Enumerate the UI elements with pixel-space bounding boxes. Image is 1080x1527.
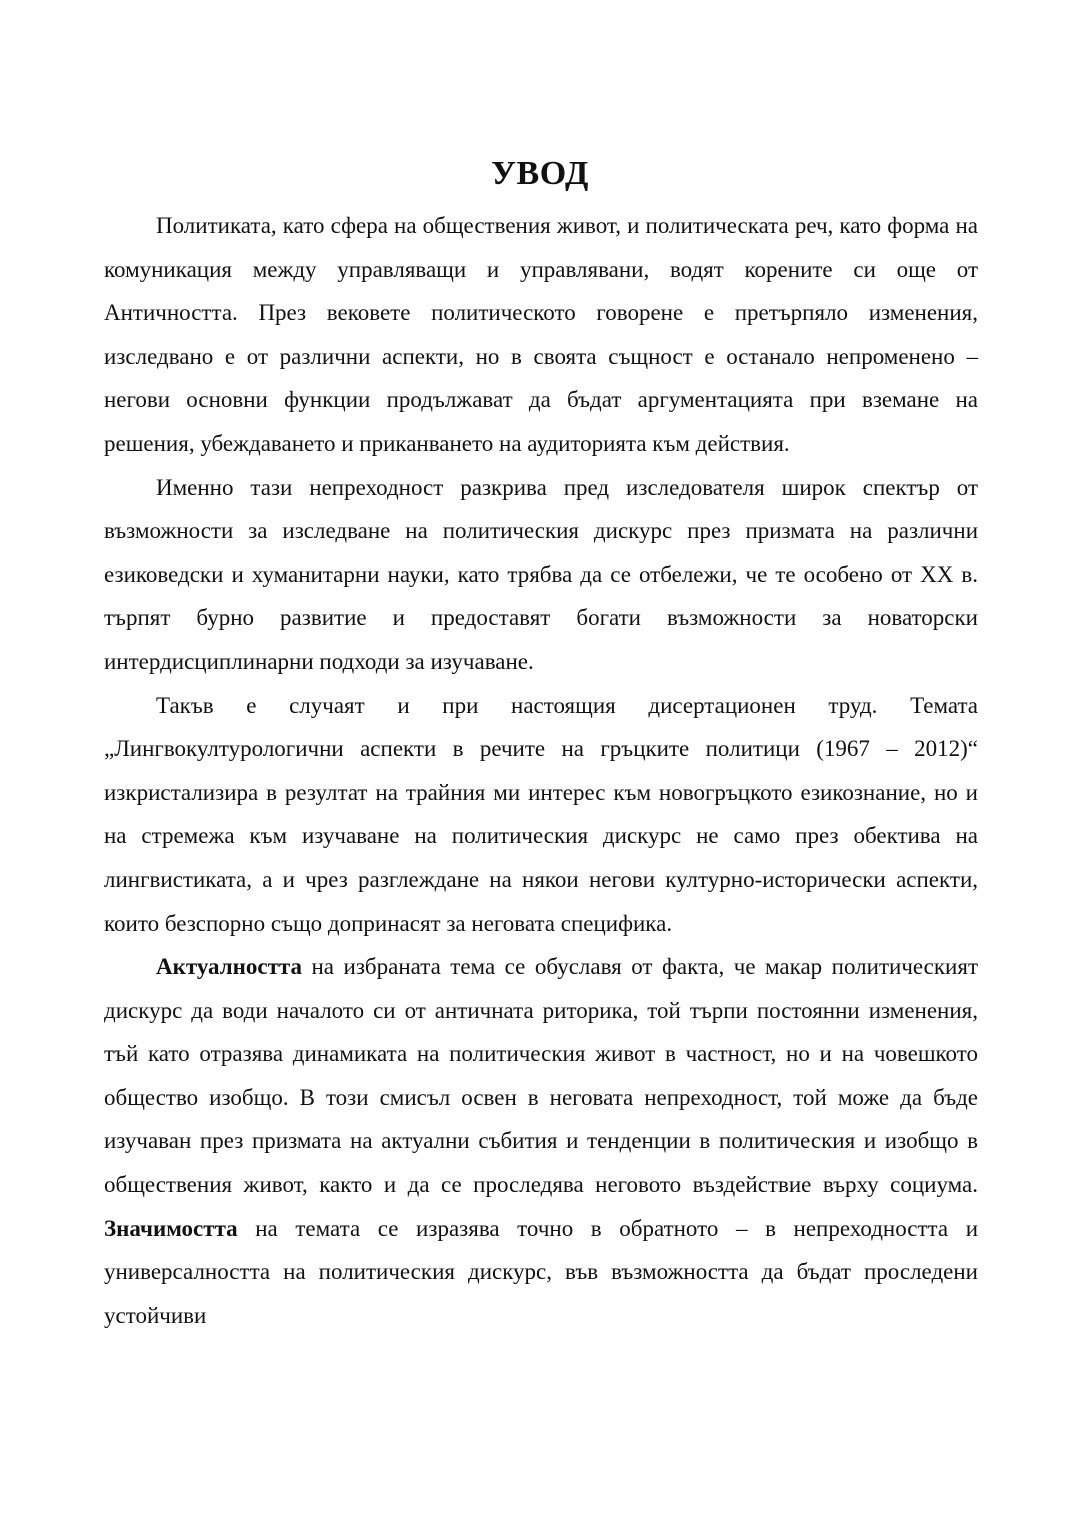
paragraph-2: Именно тази непреходност разкрива пред изследователя широк спектър от възможности за изследване на политическия дискурс през призмата на различни езиковедски и хуманитарни науки, като трябва да се отбележи, че те особено от XX в. търпят бурно развитие и предоставят богати възможности за новаторски интердисциплинарни подходи за изучаване.: [104, 474, 978, 674]
document-body: [104, 204, 978, 1337]
paragraph-3: Такъв е случаят и при настоящия дисертационен труд. Темата „Лингвокултурологични аспекти в речите на гръцките политици (1967 – 2012)“ изкристализира в резултат на трайния ми интерес към новогръцкото езикознание, но и на стремежа към изучаване на политическия дискурс не само през обектива на лингвистиката, а и чрез разглеждане на някои негови културно-исторически аспекти, които безспорно също допринасят за неговата специфика.: [104, 692, 978, 936]
paragraph-1: Политиката, като сфера на обществения живот, и политическата реч, като форма на комуникация между управляващи и управлявани, водят корените си още от Античността. През вековете политическото говорене е претърпяло изменения, изследвано е от различни аспекти, но в своята същност е останало непроменено – негови основни функции продължават да бъдат аргументацията при вземане на решения, убеждаването и приканването на аудиторията към действия.: [104, 213, 978, 456]
paragraph-4-text-1: на избраната тема се обуславя от факта, че макар политическият дискурс да води началото си от античната риторика, той търпи постоянни изменения, тъй като отразява динамиката на политическия живот в частност, но и на човешкото общество изобщо. В този смисъл освен в неговата непреходност, той може да бъде изучаван през призмата на актуални събития и тенденции в политическия и изобщо в обществения живот, както и да се проследява неговото въздействие върху социума.: [104, 954, 978, 1198]
page-title: УВОД: [491, 155, 589, 192]
term-relevance: Актуалността: [156, 954, 302, 980]
term-significance: Значимостта: [104, 1215, 238, 1241]
paragraph-4: [104, 945, 978, 1337]
paragraph-4-text-2: на темата се изразява точно в обратното – в непреходността и универсалността на политическия дискурс, във възможността да бъдат проследени устойчиви: [104, 1215, 978, 1328]
